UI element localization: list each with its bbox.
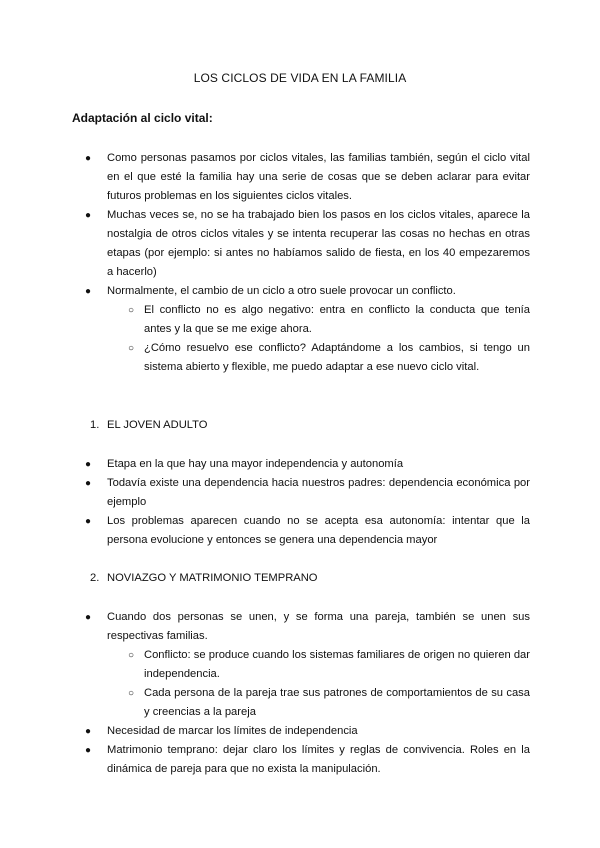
list-item — [72, 741, 530, 779]
bullet-icon: ● — [85, 459, 92, 470]
list-item-text: Como personas pasamos por ciclos vitales, las familias también, según el ciclo vital en el que esté la familia hay una serie de cosas que se deben aclarar para evitar futuros problemas en los siguientes ciclos vitales. — [107, 152, 530, 202]
list-item-text: Necesidad de marcar los límites de independencia — [107, 725, 358, 737]
sub-bullet-icon: ○ — [128, 688, 135, 699]
sub-bullet-icon: ○ — [128, 650, 135, 661]
list-adaptacion — [72, 149, 530, 377]
list-item — [72, 722, 530, 741]
list-item-text: Normalmente, el cambio de un ciclo a otro suele provocar un conflicto. — [107, 285, 456, 297]
list-item-text: Matrimonio temprano: dejar claro los límites y reglas de convivencia. Roles en la dinámica de pareja para que no exista la manipulación. — [107, 744, 530, 775]
section-title: EL JOVEN ADULTO — [107, 419, 208, 431]
sub-list-item-text: Conflicto: se produce cuando los sistemas familiares de origen no quieren dar independencia. — [144, 649, 530, 680]
sub-list-item-text: Cada persona de la pareja trae sus patrones de comportamientos de su casa y creencias a la pareja — [144, 687, 530, 718]
bullet-icon: ● — [85, 726, 92, 737]
bullet-icon: ● — [85, 612, 92, 623]
bullet-icon: ● — [85, 286, 92, 297]
list-item — [72, 474, 530, 512]
list-item-text: Etapa en la que hay una mayor independencia y autonomía — [107, 458, 404, 470]
bullet-icon: ● — [85, 745, 92, 756]
section-title: NOVIAZGO Y MATRIMONIO TEMPRANO — [107, 572, 318, 584]
section-number: 1. — [90, 419, 100, 431]
list-item — [72, 149, 530, 206]
sub-list-item-text: ¿Cómo resuelvo ese conflicto? Adaptándome a los cambios, si tengo un sistema abierto y flexible, me puedo adaptar a ese nuevo ciclo vital. — [144, 342, 530, 373]
sub-list-item-text: El conflicto no es algo negativo: entra en conflicto la conducta que tenía antes y la que se me exige ahora. — [144, 304, 530, 335]
list-item-text: Los problemas aparecen cuando no se acepta esa autonomía: intentar que la persona evolucione y entonces se genera una dependencia mayor — [107, 515, 530, 546]
bullet-icon: ● — [85, 478, 92, 489]
list-item-text: Cuando dos personas se unen, y se forma una pareja, también se unen sus respectivas familias. — [107, 611, 530, 642]
section-heading-adaptacion: Adaptación al ciclo vital: — [72, 111, 213, 125]
sub-list-item — [72, 646, 530, 684]
list-item — [72, 282, 530, 301]
bullet-icon: ● — [85, 516, 92, 527]
sub-list-item — [72, 301, 530, 339]
section-number: 2. — [90, 572, 100, 584]
list-item-text: Todavía existe una dependencia hacia nuestros padres: dependencia económica por ejemplo — [107, 477, 530, 508]
list-item — [72, 608, 530, 646]
list-item — [72, 206, 530, 282]
list-item-text: Muchas veces se, no se ha trabajado bien los pasos en los ciclos vitales, aparece la nostalgia de otros ciclos vitales y se intenta recuperar las cosas no hechas en otras etapas (por ejemplo: si antes no habíamos salido de fiesta, en los 40 empezaremos a hacerlo) — [107, 209, 530, 278]
sub-bullet-icon: ○ — [128, 305, 135, 316]
sub-list-item — [72, 684, 530, 722]
list-noviazgo — [72, 608, 530, 779]
list-joven — [72, 455, 530, 550]
bullet-icon: ● — [85, 153, 92, 164]
sub-list-item — [72, 339, 530, 377]
bullet-icon: ● — [85, 210, 92, 221]
document-title: LOS CICLOS DE VIDA EN LA FAMILIA — [193, 71, 407, 85]
sub-bullet-icon: ○ — [128, 343, 135, 354]
list-item — [72, 455, 530, 474]
list-item — [72, 512, 530, 550]
